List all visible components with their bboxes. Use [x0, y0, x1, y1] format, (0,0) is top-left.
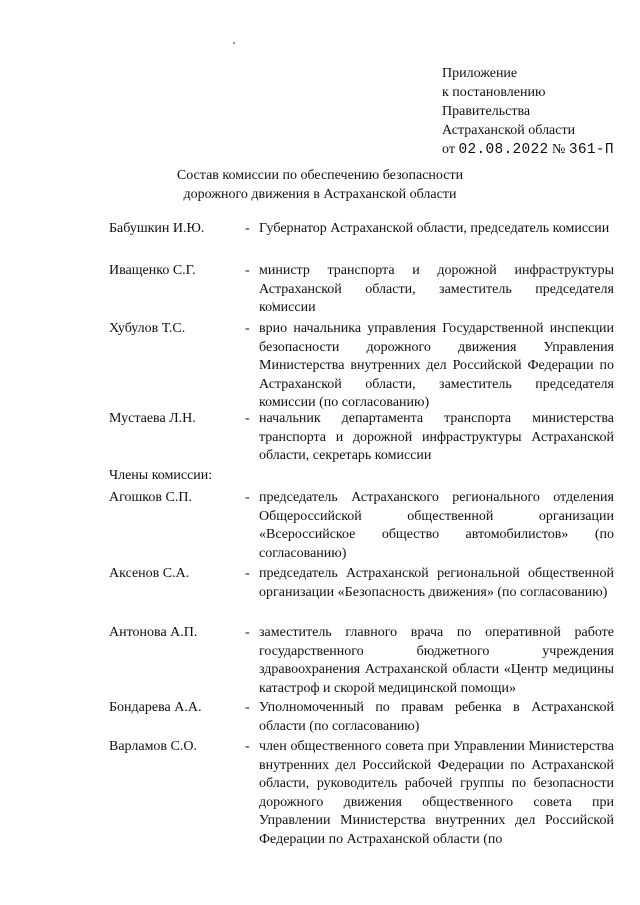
member-role: заместитель главного врача по оперативной работе государственного бюджетного учреждения здравоохранения Астраханской области «Центр медицины катастроф и скорой медицинской помощи»	[259, 625, 614, 696]
member-name: Варламов С.О.	[109, 739, 197, 754]
appendix-line: Астраханской области	[442, 123, 576, 138]
scan-speck	[233, 42, 235, 44]
member-name: Хубулов Т.С.	[109, 321, 186, 336]
resolution-date: 02.08.2022	[458, 142, 549, 158]
entry-dash: -	[245, 321, 250, 336]
appendix-header	[442, 64, 614, 160]
appendix-line: к постановлению	[442, 85, 546, 100]
appendix-line: Приложение	[442, 66, 518, 81]
member-role: председатель Астраханского регионального отделения Общероссийской общественной организации «Всероссийское общество автомобилистов» (по согласованию)	[259, 490, 614, 561]
member-name: Бондарева А.А.	[109, 700, 202, 715]
member-role: Уполномоченный по правам ребенка в Астраханской области (по согласованию)	[259, 700, 614, 734]
member-role: член общественного совета при Управлении Министерства внутренних дел Российской Федерации по Астраханской области, руководитель рабочей группы по безопасности дорожного движения общественного совета при Управлении Министерства внутренних дел Российской Федерации по Астраханской области (по	[259, 739, 614, 847]
entry-dash: -	[245, 490, 250, 505]
member-role: врио начальника управления Государственной инспекции безопасности дорожного движения Управления Министерства внутренних дел Российской Федерации по Астраханской области, заместитель председателя комиссии (по согласованию)	[259, 321, 614, 410]
title-line: Состав комиссии по обеспечению безопасности	[176, 168, 464, 183]
resolution-number: 361-П	[568, 142, 614, 158]
member-name: Иващенко С.Г.	[109, 263, 196, 278]
member-name: Бабушкин И.Ю.	[109, 221, 205, 236]
member-role: председатель Астраханской региональной общественной организации «Безопасность движения» (по согласованию)	[259, 566, 614, 600]
entry-dash: -	[245, 700, 250, 715]
appendix-line: Правительства	[442, 104, 531, 119]
title-line: дорожного движения в Астраханской области	[183, 187, 457, 202]
members-heading: Члены комиссии:	[109, 468, 213, 483]
resolution-number-sign: №	[551, 142, 566, 157]
member-name: Агошков С.П.	[109, 490, 192, 505]
member-role: начальник департамента транспорта министерства транспорта и дорожной инфраструктуры Астраханской области, секретарь комиссии	[259, 411, 614, 463]
entry-dash: -	[245, 625, 250, 640]
member-name: Антонова А.П.	[109, 625, 198, 640]
entry-dash: -	[245, 739, 250, 754]
entry-dash: -	[245, 263, 250, 278]
member-role: министр транспорта и дорожной инфраструктуры Астраханской области, заместитель председателя комиссии	[259, 263, 614, 315]
document-title	[120, 166, 520, 204]
member-name: Аксенов С.А.	[109, 566, 190, 581]
resolution-ref-prefix: от	[442, 142, 455, 157]
member-role: Губернатор Астраханской области, председатель комиссии	[259, 221, 610, 236]
entry-dash: -	[245, 566, 250, 581]
resolution-reference	[442, 140, 614, 160]
member-name: Мустаева Л.Н.	[109, 411, 196, 426]
entry-dash: -	[245, 221, 250, 236]
entry-dash: -	[245, 411, 250, 426]
